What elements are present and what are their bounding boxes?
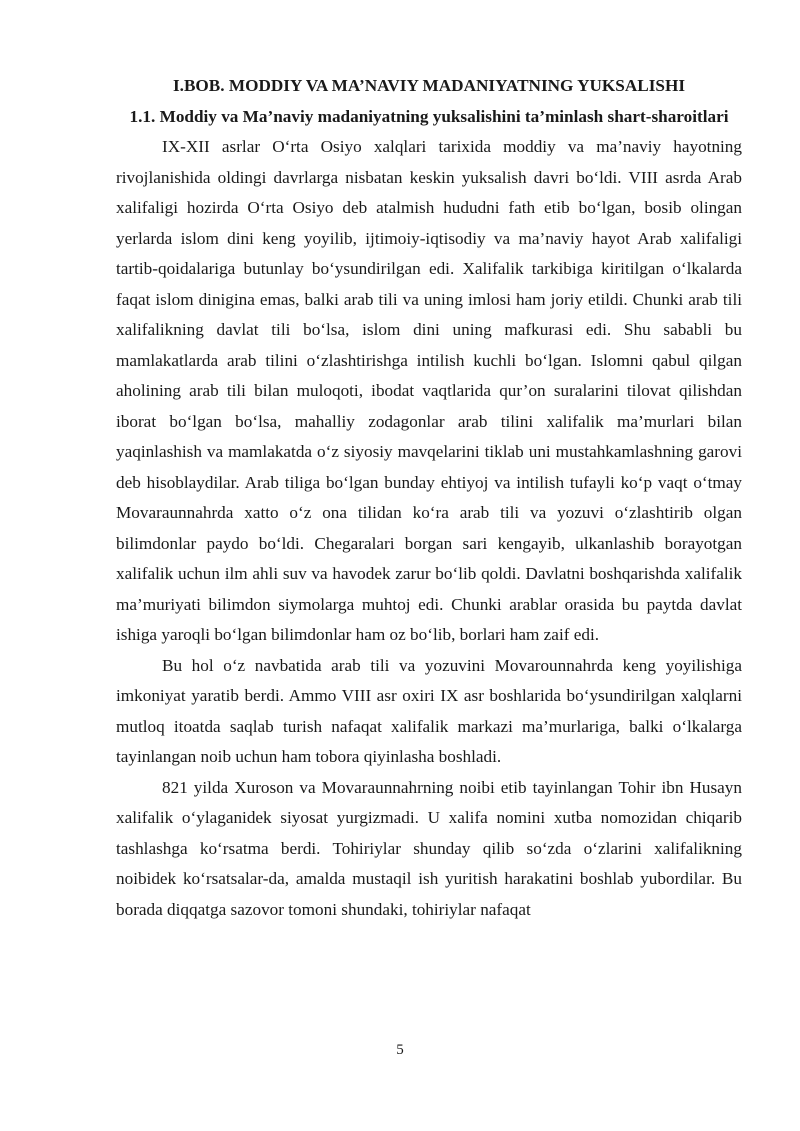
section-title: 1.1. Moddiy va Ma’naviy madaniyatning yuksalishini ta’minlash shart-sharoitlari — [129, 106, 729, 126]
chapter-title: I.BOB. MODDIY VA MA’NAVIY MADANIYATNING YUKSALISHI — [172, 76, 686, 95]
document-page — [116, 71, 742, 925]
paragraph-1: IX-XII asrlar O‘rta Osiyo xalqlari tarixida moddiy va ma’naviy hayotning rivojlanishida oldingi davrlarga nisbatan keskin yuksalish davri bo‘ldi. VIII asrda Arab xalifaligi hozirda O‘rta Osiyo deb atalmish hududni fath etib bo‘lgan, bosib olingan yerlarda islom dini keng yoyilib, ijtimoiy-iqtisodiy va ma’naviy hayot Arab xalifaligi tartib-qoidalariga butunlay bo‘ysundirilgan edi. Xalifalik tarkibiga kiritilgan o‘lkalarda faqat islom dinigina emas, balki arab tili va uning imlosi ham joriy etildi. Chunki arab tili xalifalikning davlat tili bo‘lsa, islom dini uning mafkurasi edi. Shu sababli bu mamlakatlarda arab tilini o‘zlashtirishga intilish kuchli bo‘lgan. Islomni qabul qilgan aholining arab tili bilan muloqoti, ibodat vaqtlarida qur’on suralarini tilovat qilishdan iborat bo‘lgan bo‘lsa, mahalliy zodagonlar arab tilini xalifalik ma’murlari bilan yaqinlashish va mamlakatda o‘z siyosiy mavqelarini tiklab uni mustahkamlashning garovi deb hisoblaydilar. Arab tiliga bo‘lgan bunday ehtiyoj va intilish tufayli ko‘p vaqt o‘tmay Movaraunnahrda xatto o‘z ona tilidan ko‘ra arab tili va yozuvi o‘zlashtirib olgan bilimdonlar paydo bo‘ldi. Chegaralari borgan sari kengayib, ulkanlashib borayotgan xalifalik uchun ilm ahli suv va havodek zarur bo‘lib qoldi. Davlatni boshqarishda xalifalik ma’muriyati bilimdon siymolarga muhtoj edi. Chunki arablar orasida bu paytda davlat ishiga yaroqli bo‘lgan bilimdonlar ham oz bo‘lib, borlari ham zaif edi. — [116, 137, 742, 644]
paragraph-3: 821 yilda Xuroson va Movaraunnahrning noibi etib tayinlangan Tohir ibn Husayn xalifalik o‘ylaganidek siyosat yurgizmadi. U xalifa nomini xutba nomozidan chiqarib tashlashga ko‘rsatma berdi. Tohiriylar shunday qilib so‘zda o‘zlarini xalifalikning noibidek ko‘rsatsalar-da, amalda mustaqil ish yuritish harakatini boshlab yubordilar. Bu borada diqqatga sazovor tomoni shundaki, tohiriylar nafaqat — [116, 777, 742, 919]
paragraph-2: Bu hol o‘z navbatida arab tili va yozuvini Movarounnahrda keng yoyilishiga imkoniyat yaratib berdi. Ammo VIII asr oxiri IX asr boshlarida bo‘ysundirilgan xalqlarni mutloq itoatda saqlab turish nafaqat xalifalik markazi ma’murlariga, balki o‘lkalarga tayinlangan noib uchun ham tobora qiyinlasha boshladi. — [116, 655, 742, 766]
page-number: 5 — [396, 1042, 404, 1058]
